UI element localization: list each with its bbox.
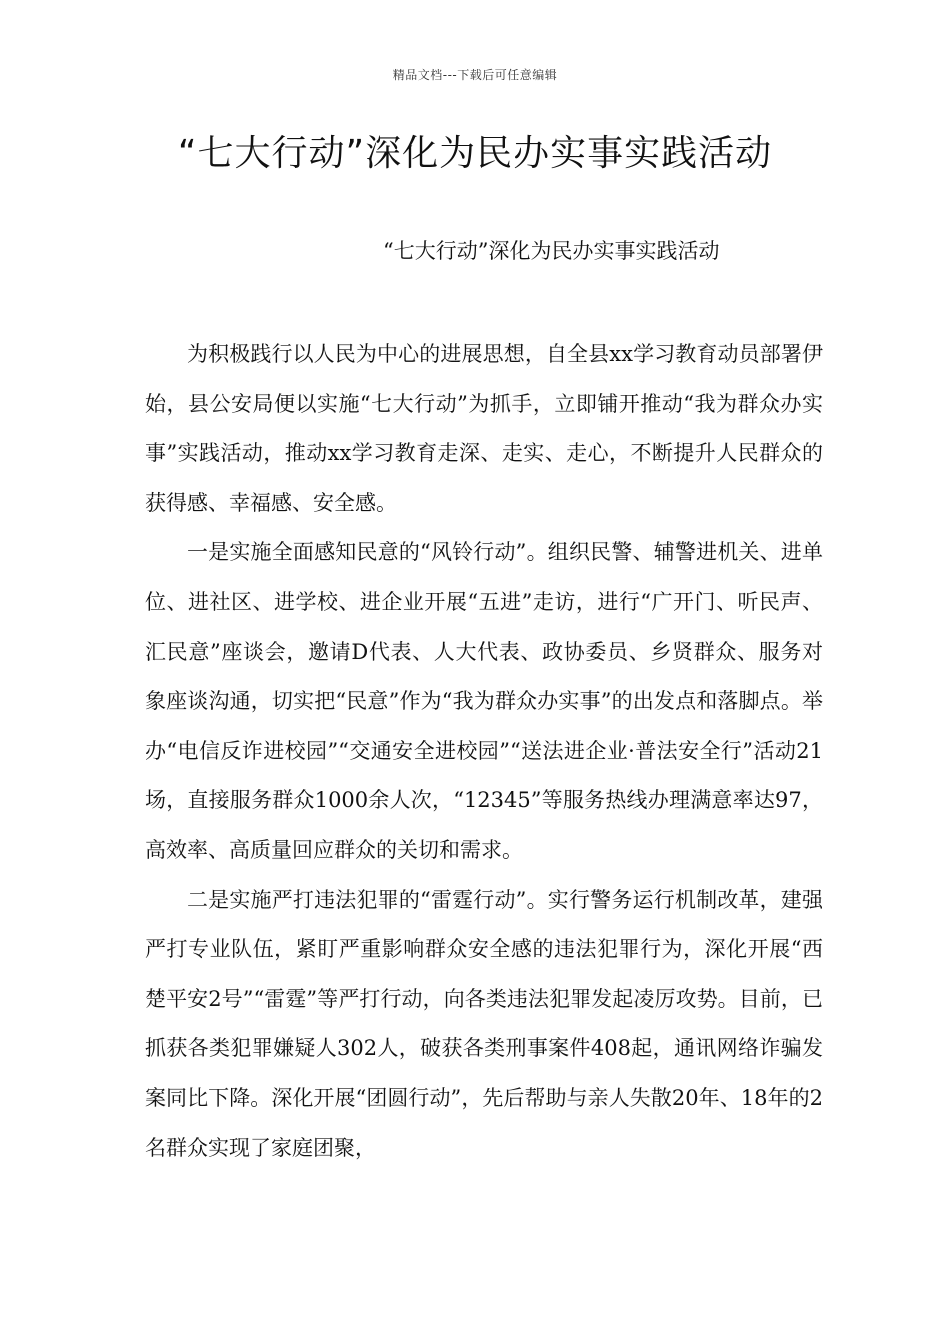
paragraph-intro: 为积极践行以人民为中心的进展思想，自全县xx学习教育动员部署伊始，县公安局便以实施“七大行动”为抓手，立即铺开推动“我为群众办实事”实践活动，推动xx学习教育走深、走实、走心，不断提升人民群众的获得感、幸福感、安全感。: [145, 342, 823, 515]
header-note: 精品文档---下载后可任意编辑: [392, 68, 558, 82]
page-title: “七大行动”深化为民办实事实践活动: [177, 133, 773, 174]
subtitle: “七大行动”深化为民办实事实践活动: [383, 239, 720, 263]
paragraph-action-two: 二是实施严打违法犯罪的“雷霆行动”。实行警务运行机制改革，建强严打专业队伍，紧盯严重影响群众安全感的违法犯罪行为，深化开展“西楚平安2号”“雷霆”等严打行动，向各类违法犯罪发起凌厉攻势。目前，已抓获各类犯罪嫌疑人302人，破获各类刑事案件408起，通讯网络诈骗发案同比下降。深化开展“团圆行动”，先后帮助与亲人失散20年、18年的2名群众实现了家庭团聚，: [145, 887, 823, 1160]
body-text: [145, 330, 823, 1173]
paragraph-action-one: 一是实施全面感知民意的“风铃行动”。组织民警、辅警进机关、进单位、进社区、进学校、进企业开展“五进”走访，进行“广开门、听民声、汇民意”座谈会，邀请D代表、人大代表、政协委员、乡贤群众、服务对象座谈沟通，切实把“民意”作为“我为群众办实事”的出发点和落脚点。举办“电信反诈进校园”“交通安全进校园”“送法进企业·普法安全行”活动21场，直接服务群众1000余人次，“12345”等服务热线办理满意率达97，高效率、高质量回应群众的关切和需求。: [145, 540, 823, 862]
